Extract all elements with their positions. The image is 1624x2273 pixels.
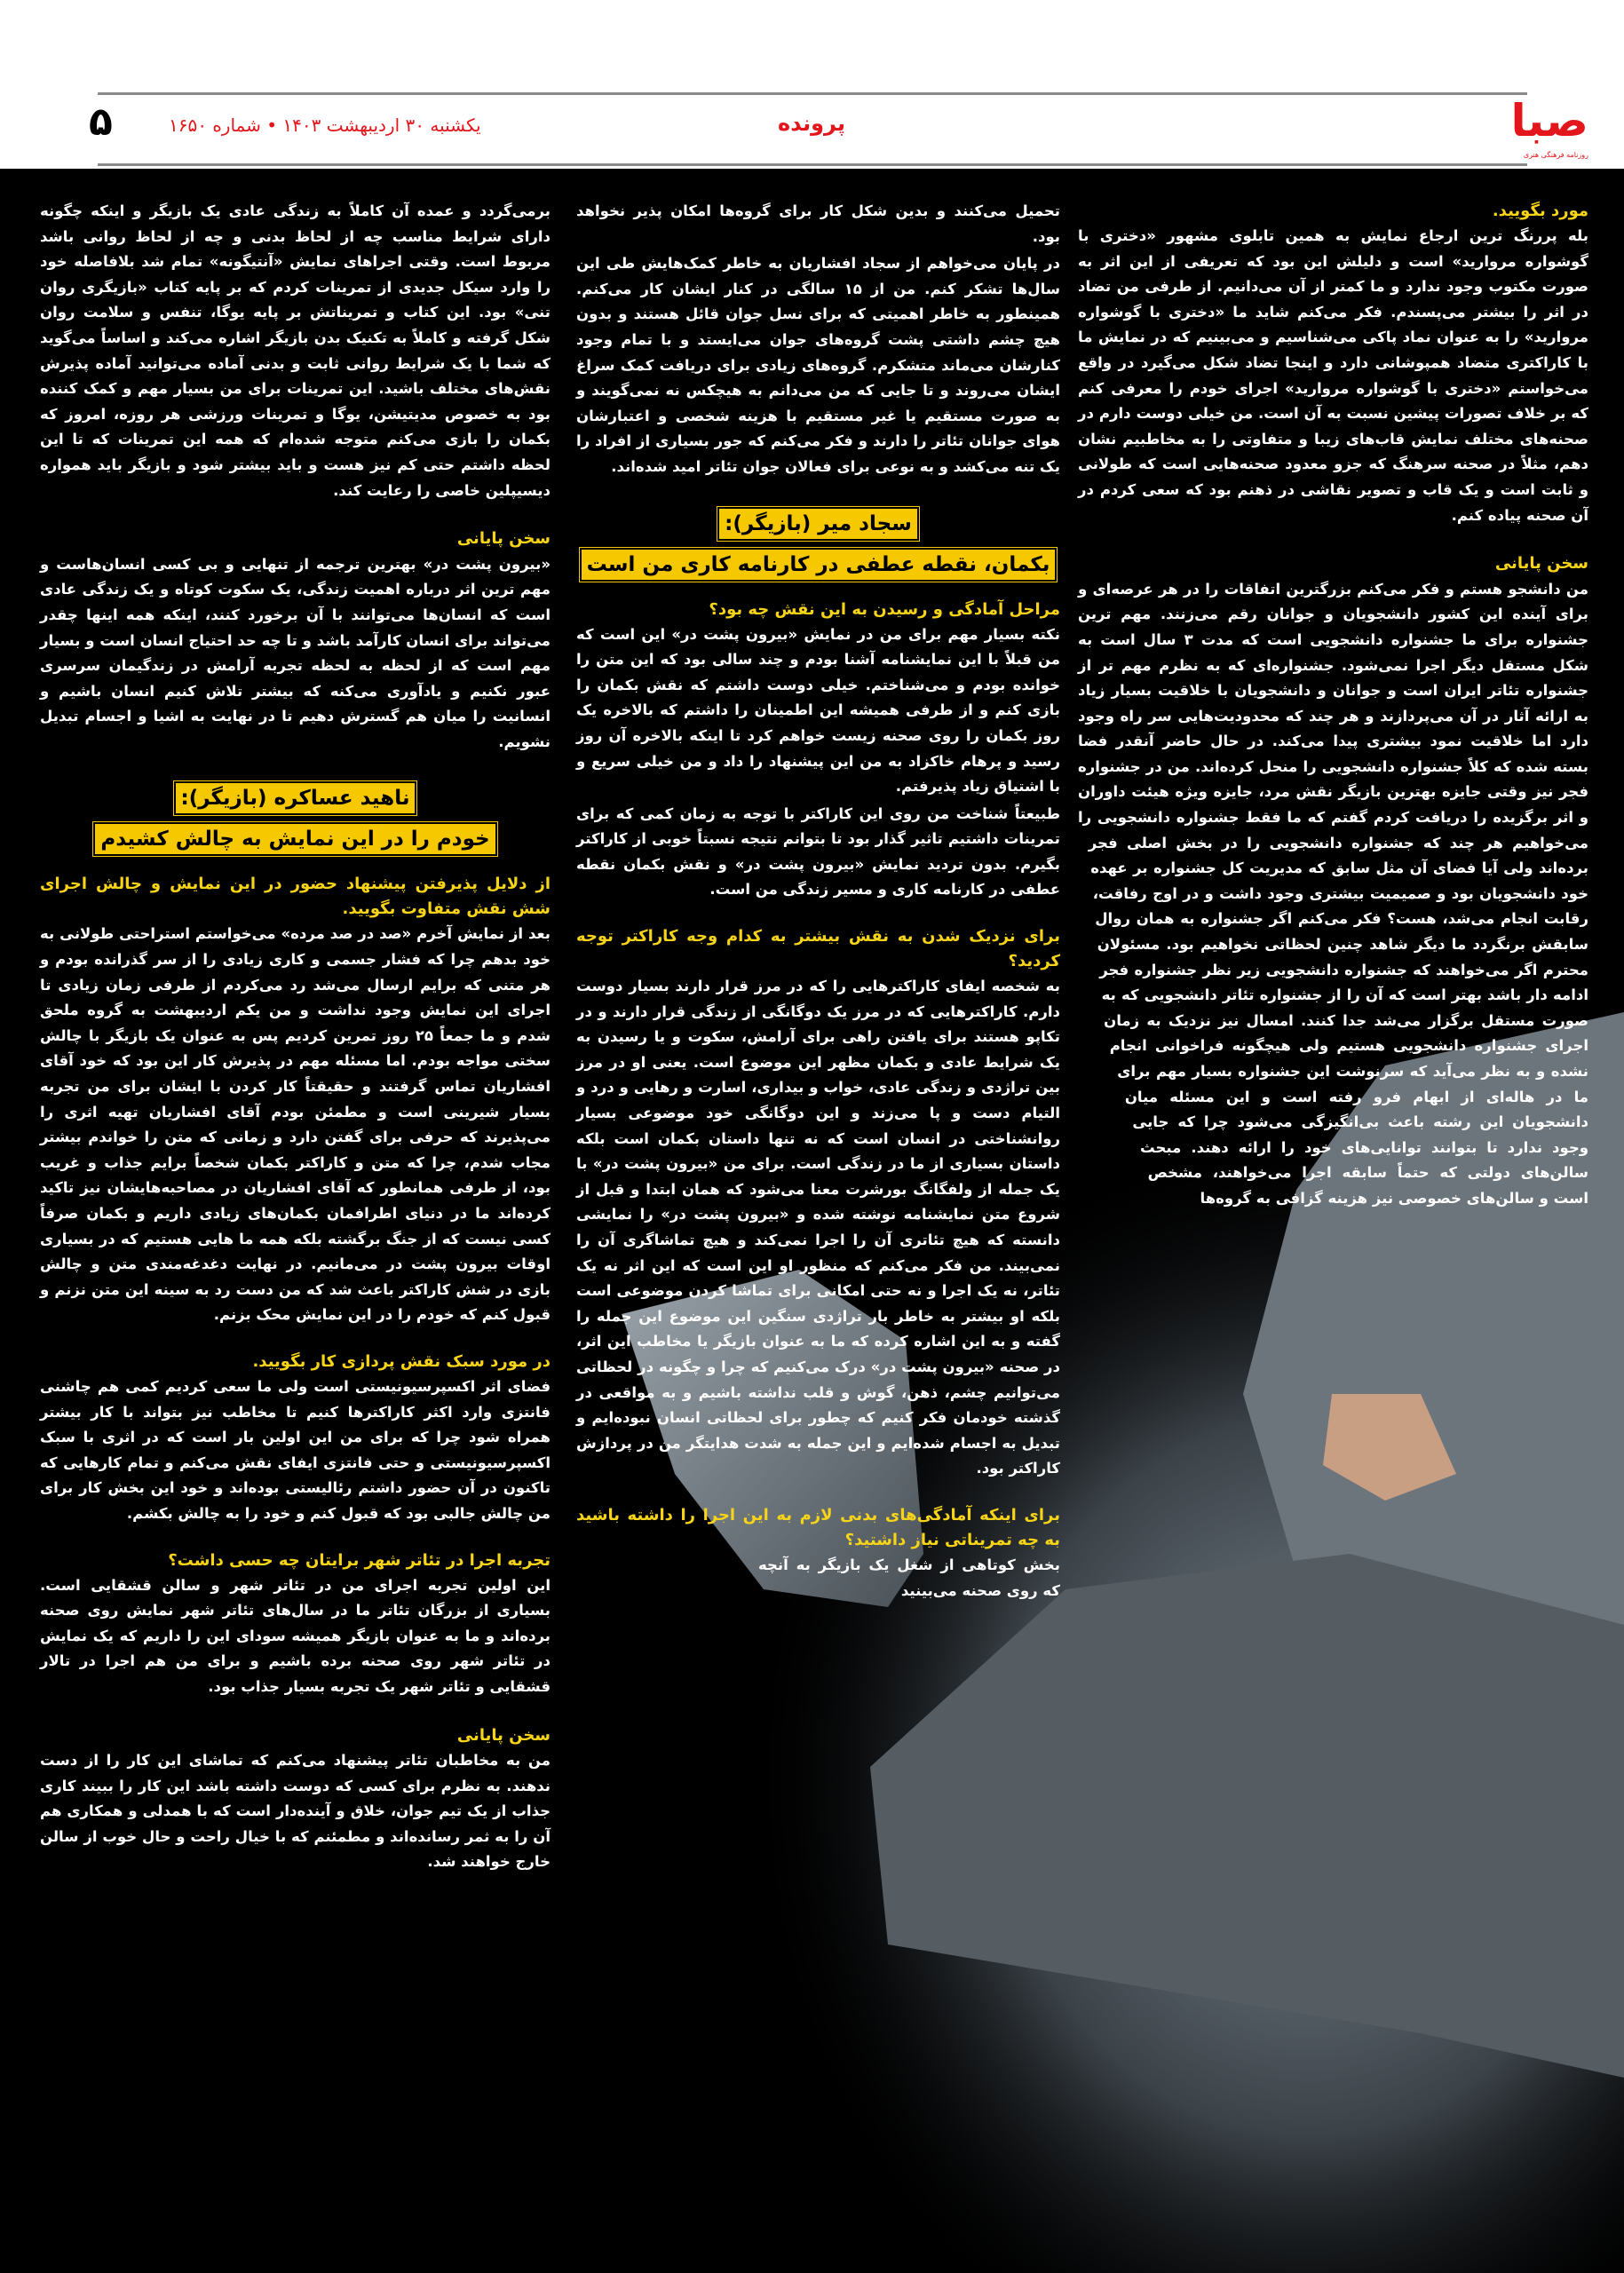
interviewee-name: سجاد میر (بازیگر): xyxy=(717,507,919,541)
answer-paragraph: من دانشجو هستم و فکر می‌کنم بزرگترین اتفاقات را در هر عرصه‌ای و برای آینده این کشور دانشجویان و جوانان رقم می‌زنند. مهم ترین جشنواره برای ما جشنواره دانشجویی است که مدت ۳ سال است به شکل مستقل دیگر اجرا نمی‌شود. جشنواره‌ای که به نظرم مهم تر از جشنواره تئاتر ایران است و جوانان و دانشجویان با خلاقیت بسیار زیاد به ارائه آثار در آن می‌پردازند و هر چند که محدودیت‌هایی سر راه وجود دارد اما خلاقیت نمود بیشتری پیدا می‌کند. در حال حاضر آنقدر فضا بسته شده که کلاً جشنواره دانشجویی را منحل کرده‌اند. من در جشنواره فجر نیز وقتی جایزه بهترین بازیگر نقش مرد، جایزه ویژه هیئت داوران و اثر برگزیده را دریافت کردم گفتم که ما فقط جشنواره دانشجویی را می‌خواهیم هر چند که جشنواره دانشجویی را در بخش اصلی فجر برده‌اند ولی آیا فضای آن مثل سابق که مدیریت کل جشنواره بر عهده خود دانشجویان بود و صمیمیت بیشتری وجود داشت و در اوج رفاقت، رقابت انجام می‌شد، هست؟ فکر می‌کنم اگر جشنواره به همان روال سابقش برنگردد ما دیگر شاهد چنین لحظاتی نخواهیم بود. مسئولان محترم اگر می‌خواهند که جشنواره دانشجویی زیر نظر جشنواره فجر ادامه دار باشد بهتر است که آن را از جشنواره تئاتر دانشجویی که به صورت مستقل برگزار می‌شد جدا کنند. امسال نیز نزدیک به زمان اجرای جشنواره دانشجویی هستیم ولی هیچگونه فراخوانی انجام نشده و به نظر می‌آید که سرنوشت این جشنواره بسیار مهم برای ما در هاله‌ای از ابهام فرو رفته است و این مسئله میان دانشجویان این رشته باعث بی‌انگیزگی می‌شود چرا که جایی وجود ندارد تا بتوانند توانایی‌های خود را ارائه دهند. مبحث سالن‌های دولتی که حتماً سابقه اجرا می‌خواهند، مشخص است و سالن‌های خصوصی نیز هزینه گزافی به گروه‌ها xyxy=(1078,580,1588,1207)
left-column xyxy=(40,199,551,1877)
interviewee-name: ناهید عساکره (بازیگر): xyxy=(174,781,417,815)
question: برای نزدیک شدن به نقش بیشتر به کدام وجه کاراکتر توجه کردید؟ xyxy=(576,927,1060,971)
header-top-rule xyxy=(98,92,1527,95)
section-heading: سخن پایانی xyxy=(456,1725,551,1745)
answer-paragraph: این اولین تجربه اجرای من در تئاتر شهر و سالن قشقایی است. بسیاری از بزرگان تئاتر ما در سال‌های تئاتر شهر نمایش روی صحنه برده‌اند و ما به عنوان بازیگر همیشه سودای این را داریم که یک نمایش در تئاتر شهر روی صحنه برده باشیم و برای من هم اجرا در تالار قشقایی و تئاتر شهر یک تجربه بسیار جذاب بود. xyxy=(40,1576,551,1695)
question: تجربه اجرا در تئاتر شهر برایتان چه حسی داشت؟ xyxy=(168,1550,551,1570)
page-number: ۵ xyxy=(89,99,113,145)
question: برای اینکه آمادگی‌های بدنی لازم به این اجرا را داشته باشید به چه تمریناتی نیاز داشتید؟ xyxy=(576,1505,1060,1549)
right-column xyxy=(1078,199,1588,1531)
answer-paragraph: نکته بسیار مهم برای من در نمایش «بیرون پشت در» این است که من قبلاً با این نمایشنامه آشنا بودم و چند سالی بود که این متن را خوانده بودم و می‌شناختم. خیلی دوست داشتم که نقش بکمان را بازی کنم و از طرفی همیشه این اطمینان را داشتم که بالاخره یک روز بکمان را روی صحنه زیست خواهم کرد تا اینکه بالاخره آن روز رسید و پرهام خاکزاد به من این پیشنهاد را داد و من خیلی سریع و با اشتیاق زیاد پذیرفتم. xyxy=(576,625,1060,796)
section-title: پرونده xyxy=(778,111,845,136)
interviewee-title-box xyxy=(40,778,551,859)
answer-paragraph: بعد از نمایش آخرم «صد در صد مرده» می‌خواستم استراحتی طولانی به خود بدهم چرا که فشار جسمی و کاری زیادی را از سر گذرانده بودم و هر متنی که برایم ارسال می‌شد رد می‌کردم از طرفی زمان زیادی تا اجرای این نمایش وجود نداشت و من یکم اردیبهشت به گروه ملحق شدم و ما جمعاً ۲۵ روز تمرین کردیم پس به عنوان یک بازیگر با چالش سختی مواجه بودم. اما مسئله مهم در پذیرش کار این بود که خود آقای افشاریان تماس گرفتند و حقیقتاً کار کردن با ایشان برای من تجربه بسیار شیرینی است و مطمئن بودم آقای افشاریان تهیه اثری را می‌پذیرند که حرفی برای گفتن دارد و زمانی که متن را خواندم بیشتر مجاب شدم، چرا که متن و کاراکتر بکمان شخصاً برایم جذاب و غریب بود، از طرفی همانطور که آقای افشاریان در مصاحبه‌هایشان نیز تاکید کرده‌اند ما در دنیای اطرافمان بکمان‌های زیادی داریم و بکمان صرفاً کسی نیست که از جنگ برگشته بلکه همه ما هایی هستیم که در بسیاری اوقات بیرون پشت در می‌مانیم. در نهایت دغدغه‌مندی متن و چالش بازی در شش کاراکتر باعث شد که من دست رد به سینه این متن نزنم و قبول کنم که خودم را در این نمایش محک بزنم. xyxy=(40,925,551,1324)
page-header xyxy=(0,0,1624,169)
answer-paragraph: فضای اثر اکسپرسیونیستی است ولی ما سعی کردیم کمی هم چاشنی فانتزی وارد اکثر کاراکترها کنیم تا مخاطب نیز بتواند با کار بیشتر همراه شود چرا که برای من این اولین بار است که در اثری با سبک اکسپرسیونیستی و حتی فانتزی ایفای نقش می‌کنم و تمام کارهایی که تاکنون در آن حضور داشتم رئالیستی بوده‌اند و خود این بخش کار برای من چالش جالبی بود که قبول کنم و خود را به چالش بکشم. xyxy=(40,1377,551,1522)
answer-paragraph: برمی‌گردد و عمده آن کاملاً به زندگی عادی یک بازیگر و اینکه چگونه دارای شرایط مناسب چه از لحاظ بدنی و چه از لحاظ روانی باشد مربوط است. وقتی اجراهای نمایش «آنتیگونه» تمام شد بلافاصله خود را وارد سیکل جدیدی از تمرینات کردم که بر پایه کتاب «بازیگری روان تنی» بود. این کتاب و تمریناتش بر پایه یوگا، تنفس و سلامت روان شکل گرفته و کاملاً به تکنیک بدن بازیگر اشاره می‌کند و اساساً می‌گوید که شما با یک شرایط روانی ثابت و بدنی آماده می‌توانید آماده پذیرش نقش‌های مختلف باشید. این تمرینات برای من بسیار مهم و کمک کننده بود به خصوص مدیتیشن، یوگا و تمرینات ورزشی هر روزه، امروز که بکمان را بازی می‌کنم متوجه شده‌ام که همه این تمرینات که تا این لحظه داشتم حتی کم نیز هست و باید بیشتر شود و بازیگر باید همواره دیسیپلین خاصی را رعایت کند. xyxy=(40,202,551,499)
interviewee-title-box xyxy=(576,503,1060,585)
question: مراحل آمادگی و رسیدن به این نقش چه بود؟ xyxy=(709,599,1060,619)
interview-headline: بکمان، نقطه عطفی در کارنامه کاری من است xyxy=(580,548,1058,582)
answer-paragraph: به شخصه ایفای کاراکترهایی را که در مرز قرار دارند بسیار دوست دارم. کاراکترهایی که در مرز یک دوگانگی از زندگی قرار دارند و در تکاپو هستند برای یافتن راهی برای آرامش، سکوت و یا رسیدن به یک شرایط عادی و بکمان مظهر این موضوع است. یعنی او در مرز بین تراژدی و زندگی عادی، خواب و بیداری، اسارت و رهایی و درد و التیام دست و پا می‌زند و این دوگانگی خود موضوعی بسیار روانشناختی در انسان است که نه تنها داستان بکمان است بلکه داستان بسیاری از ما در زندگی است. برای من «بیرون پشت در» با یک جمله از ولفگانگ بورشرت معنا می‌شود که همان ابتدا و قبل از شروع متن نمایشنامه نوشته شده و «بیرون پشت در» را نمایشی دانسته که هیچ تئاتری آن را اجرا نمی‌کند و هیچ تماشاگری آن را نمی‌بیند. من فکر می‌کنم که منظور او این است که این اثر نه یک تئاتر، نه یک اجرا و نه حتی امکانی برای تماشا کردن موضوعی است بلکه او بیشتر به خاطر بار تراژدی سنگین این موضوع این جمله را گفته و به این اشاره کرده که ما به عنوان بازیگر یا مخاطب این اثر، در صحنه «بیرون پشت در» درک می‌کنیم که چرا و چگونه در لحظاتی می‌توانیم چشم، ذهن، گوش و قلب نداشته باشیم و به مواقعی در گذشته خودمان فکر کنیم که چطور برای لحظاتی انسان نبوده‌ایم و تبدیل به اجسام شده‌ایم و این جمله به شدت هدایتگر من در پردازش کاراکتر بود. xyxy=(576,978,1060,1477)
answer-paragraph: در پایان می‌خواهم از سجاد افشاریان به خاطر کمک‌هایش طی این سال‌ها تشکر کنم. من از ۱۵ سالگی در کنار ایشان کار می‌کنم. همینطور به خاطر اهمیتی که برای نسل جوان قائل هستند و بدون هیچ چشم داشتی پشت گروه‌های جوان می‌ایستد و با تمام وجود کنارشان می‌ماند متشکرم. گروه‌های زیادی برای دریافت کمک سراغ ایشان می‌روند و تا جایی که من می‌دانم به هیچکس نه نمی‌گویند و به صورت مستقیم یا غیر مستقیم با هزینه شخصی و اعتبارشان هوای جوانان تئاتر را دارند و فکر می‌کنم که جور بسیاری از افراد را یک تنه می‌کشد و به نوعی برای فعالان جوان تئاتر امید شده‌اند. xyxy=(576,255,1060,475)
date-issue: یکشنبه ۳۰ اردیبهشت ۱۴۰۳ • شماره ۱۶۵۰ xyxy=(169,115,481,136)
answer-paragraph: بله پررنگ ترین ارجاع نمایش به همین تابلوی مشهور «دختری با گوشواره مروارید» است و دلیلش این بود که تعریفی از این اثر به صورت مکتوب وجود ندارد و ما کمتر از آن می‌دانیم. از طرفی من تضاد در اثر را بیشتر می‌پسندم. فکر می‌کنم شاید ما «دختری با گوشواره مروارید» را به عنوان نماد پاکی می‌شناسیم و می‌بینیم که در نمایش ما با کاراکتری متضاد همپوشانی دارد و اینجا تضاد شکل می‌گیرد در واقع می‌خواستم «دختری با گوشواره مروارید» اجرای خودم را معرفی کنم که بر خلاف تصورات پیشین نسبت به آن است. من خیلی دوست دارم در صحنه‌های مختلف نمایش قاب‌های زیبا و متفاوتی را به مخاطبیم نشان دهم، مثلاً در صحنه سرهنگ که جزو معدود صحنه‌هایی است که طولانی و ثابت است و یک قاب و تصویر نقاشی در ذهنم بود که سعی کردم در آن صحنه پیاده کنم. xyxy=(1078,227,1588,524)
answer-paragraph: بخش کوتاهی از شغل یک بازیگر به آنچه که روی صحنه می‌بینید xyxy=(758,1556,1060,1599)
question: در مورد سبک نقش پردازی کار بگویید. xyxy=(252,1351,551,1371)
interview-headline: خودم را در این نمایش به چالش کشیدم xyxy=(93,822,496,856)
newspaper-logo: صبا xyxy=(1510,95,1588,147)
answer-paragraph: تحمیل می‌کنند و بدین شکل کار برای گروه‌ها امکان پذیر نخواهد بود. xyxy=(576,202,1060,245)
answer-paragraph: من به مخاطبان تئاتر پیشنهاد می‌کنم که تماشای این کار را از دست ندهند. به نظرم برای کسی که دوست داشته باشد این کار را ببیند کاری جذاب از یک تیم جوان، خلاق و آینده‌دار است که با همدلی و همکاری هم آن را به ثمر رسانده‌اند و مطمئنم که با خیال راحت و حال خوب از سالن خارج خواهند شد. xyxy=(40,1752,551,1871)
header-bottom-rule xyxy=(98,163,1527,166)
question: از دلایل پذیرفتن پیشنهاد حضور در این نمایش و چالش اجرای شش نقش متفاوت بگویید. xyxy=(40,875,551,919)
section-heading: سخن پایانی xyxy=(456,529,551,549)
section-heading: سخن پایانی xyxy=(1494,554,1588,574)
answer-paragraph: طبیعتاً شناخت من روی این کاراکتر با توجه به زمان کمی که برای تمرینات داشتیم تاثیر گذار بود تا بتوانم نتیجه نسبتاً خوبی از کاراکتر بگیرم. بدون تردید نمایش «بیرون پشت در» و نقش بکمان نقطه عطفی در کارنامه کاری و مسیر زندگی من است. xyxy=(576,804,1060,899)
question-continued: مورد بگویید. xyxy=(1492,202,1588,220)
logo-subtitle: روزنامه فرهنگی هنری xyxy=(1523,151,1588,159)
middle-column xyxy=(576,199,1060,1605)
answer-paragraph: «بیرون پشت در» بهترین ترجمه از تنهایی و بی کسی انسان‌هاست و مهم ترین اثر درباره اهمیت زندگی، یک سکوت کوتاه و یک زندگی عادی است که انسان‌ها می‌توانند با آن برخورد کنند، اینکه همه اینها چقدر می‌تواند برای انسان کارآمد باشد و تا چه حد احتیاج انسان است و بسیار مهم است که از لحظه به لحظه تجربه آرامش در زندگیمان سرسری عبور نکنیم و یادآوری می‌کنه که بیشتر تلاش کنیم انسان باشیم و انسانیت را میان هم گسترش دهیم تا در نهایت به اشیا و اجسام تبدیل نشویم. xyxy=(40,555,551,750)
